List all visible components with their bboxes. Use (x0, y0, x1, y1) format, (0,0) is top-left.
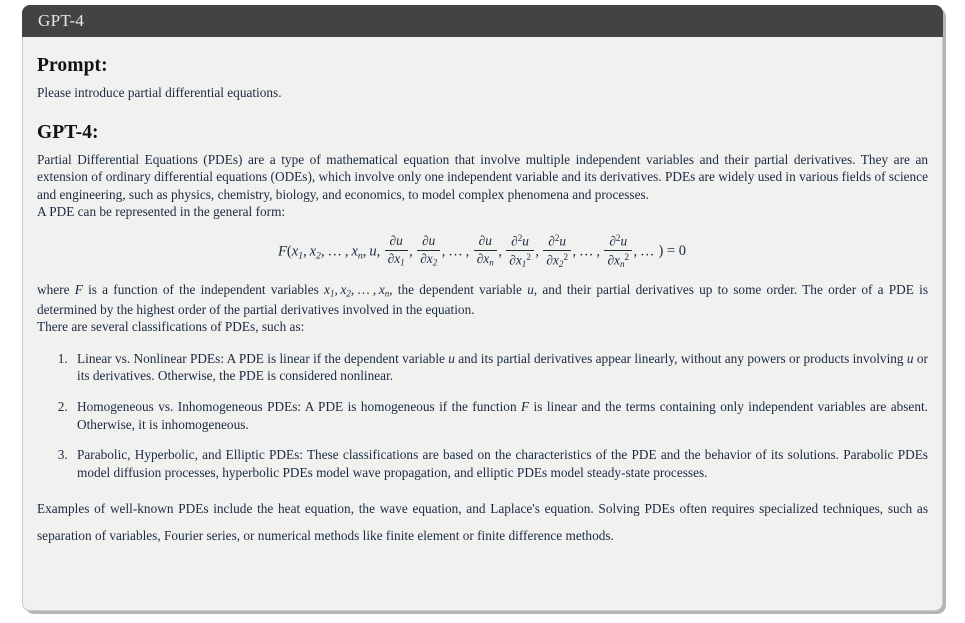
p3-part-a: where (37, 282, 75, 298)
p3-part-d: , and their partial derivatives up to some order. The order of a PDE is determined by the highest order of the partial derivatives involved in the equation. (37, 282, 929, 317)
general-form-equation: $F(x_1$, $x_2$, … , $x_n$, u, $\frac{\partial u}{\partial x_1}$ , $\frac{\partial u}{\partial x_2}$ , … , $\frac{\partial u}{\partial x_n}$ , $\frac{\partial^2u}{\partial x_1^2}$ , $\frac{\partial^2u}{\partial x_2^2}$ , … , $\frac{\partial^2u}{\partial x_n^2}$ , … ) = 0 (278, 232, 686, 270)
math-var-u: u (527, 282, 534, 298)
list-item (71, 350, 928, 385)
answer-heading: GPT-4: (37, 121, 99, 143)
math-var-x1: x (324, 282, 330, 298)
item-var-1: F (521, 398, 530, 414)
answer-paragraph-4: There are several classifications of PDEs, such as: (37, 319, 305, 335)
answer-paragraph-1: Partial Differential Equations (PDEs) are a type of mathematical equation that involve multiple independent variables and their partial derivatives. They are an extension of ordinary differential equations (ODEs), which involve only one independent variable and its derivatives. PDEs are widely used in various fields of science and engineering, such as physics, chemistry, biology, and economics, to model complex phenomena and processes. (37, 151, 928, 202)
list-item (71, 398, 928, 433)
prompt-text: Please introduce partial differential equations. (37, 85, 282, 100)
box-header-title: GPT-4 (38, 11, 85, 30)
p3-part-b: is a function of the independent variables (82, 282, 325, 298)
item-var-2: u (906, 350, 914, 366)
answer-paragraph-5: Examples of well-known PDEs include the heat equation, the wave equation, and Laplace's equation. Solving PDEs often requires specialized techniques, such as separation of variables, Fourier series, or numerical methods like finite element or finite difference methods. (37, 501, 928, 544)
item-part-1: Parabolic, Hyperbolic, and Elliptic PDEs: These classifications are based on the characteristics of the PDE and the behavior of its solutions. Parabolic PDEs model diffusion processes, hyperbolic PDEs model wave propagation, and elliptic PDEs model steady-state processes. (77, 447, 928, 480)
item-part-1: Linear vs. Nonlinear PDEs: A PDE is linear if the dependent variable (77, 350, 449, 366)
item-part-3: or its derivatives. Otherwise, the PDE is considered nonlinear. (77, 350, 928, 384)
classifications-list (37, 350, 928, 481)
box-header (22, 5, 943, 37)
answer-paragraph-3: where F is a function of the independent variables $x_1$, $x_2$, … , $x_n$, the dependent variable u, and their partial derivatives up to some order. The order of a PDE is determined by the highest order of the partial derivatives involved in the equation. (37, 282, 929, 317)
item-part-1: Homogeneous vs. Inhomogeneous PDEs: A PDE is homogeneous if the function (77, 398, 522, 414)
item-part-2: and its partial derivatives appear linearly, without any powers or products involving (454, 350, 907, 366)
p3-part-c: , the dependent variable (389, 282, 528, 298)
prompt-heading: Prompt: (37, 55, 108, 76)
box-body (22, 37, 943, 611)
math-var-F: F (74, 282, 83, 298)
item-var-1: u (448, 350, 455, 366)
list-item (71, 446, 928, 481)
item-part-2: is linear and the terms containing only independent variables are absent. Otherwise, it is inhomogeneous. (77, 398, 928, 432)
gpt4-response-box (22, 5, 943, 611)
answer-paragraph-2: A PDE can be represented in the general form: (37, 204, 286, 220)
